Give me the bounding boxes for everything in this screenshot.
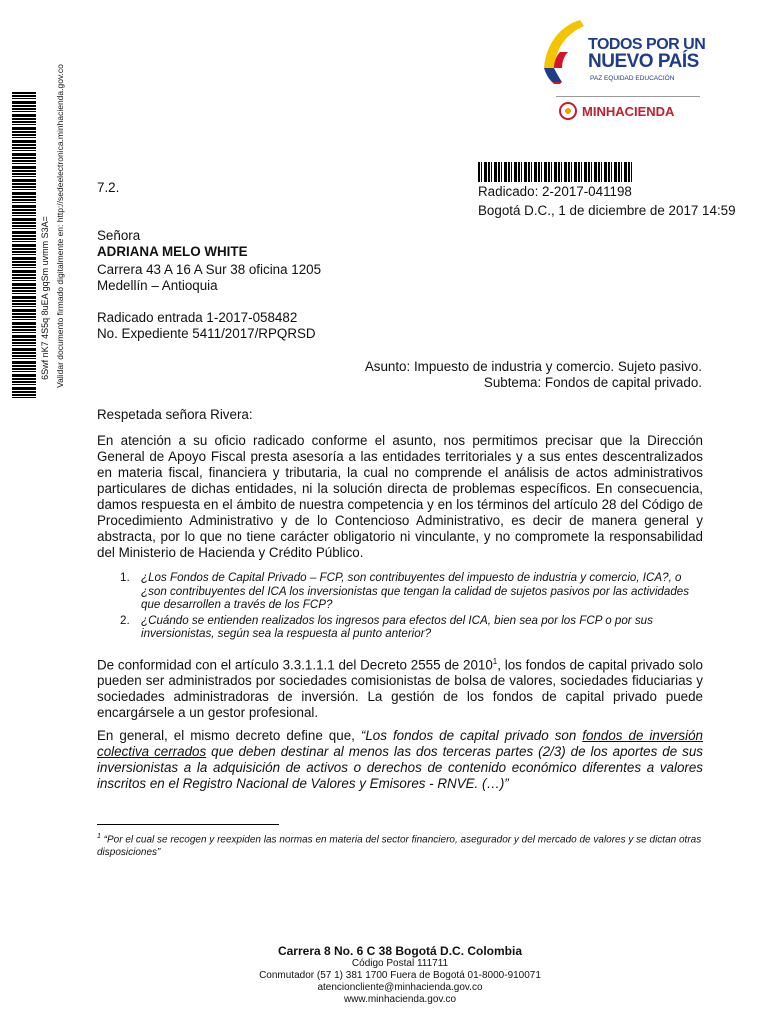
validation-url: Validar documento firmado digitalmente en: http://sedeelectronica.minhacienda.gov.co <box>55 64 65 388</box>
question-text: ¿Los Fondos de Capital Privado – FCP, son contribuyentes del impuesto de industria y comercio, ICA?, o ¿son contribuyentes del ICA los inversionistas que tengan la calidad de sujetos pasivos por las actividades que desarrollen a través de los FCP? <box>141 571 690 611</box>
paragraph-3-intro: En general, el mismo decreto define que, <box>97 728 361 743</box>
question-number: 2. <box>120 613 130 627</box>
paragraph-2-rest: , los fondos de capital privado solo pueden ser administrados por sociedades comisionistas de bolsa de valores, sociedades fiduciarias y sociedades administradoras de inversión. La gestión de los fondos de capital privado puede encargársele a un gestor profesional. <box>97 657 704 721</box>
logo-divider <box>556 96 700 97</box>
verification-code: 6Swf nK7 4S5q 8uEA gqSm uvmm S3A= <box>40 216 50 380</box>
recipient-address-1: Carrera 43 A 16 A Sur 38 oficina 1205 <box>97 262 322 277</box>
quote-end: que deben destinar al menos las dos terceras partes (2/3) de los aportes de sus inversionistas a la adquisición de activos o derechos de contenido económico diferentes a valores inscritos en el Registro Nacional de Valores y Emisores - RNVE. (…)” <box>97 744 703 791</box>
questions-list <box>120 571 703 641</box>
footer-email[interactable]: atencioncliente@minhacienda.gov.co <box>317 982 483 993</box>
document-code: 7.2. <box>97 180 120 195</box>
footnote-ref: 1 <box>492 657 498 666</box>
recipient-address-2: Medellín – Antioquia <box>97 278 218 293</box>
radicado-number: Radicado: 2-2017-041198 <box>478 184 632 199</box>
paragraph-2-start: De conformidad con el artículo 3.3.1.1.1 del Decreto 2555 de 2010 <box>97 657 493 673</box>
salutation: Señora <box>97 228 141 243</box>
footnote-text: “Por el cual se recogen y reexpiden las normas en materia del sector financiero, asegurador y del mercado de valores y se dictan otras disposiciones” <box>97 834 702 859</box>
logo-tagline: PAZ EQUIDAD EDUCACIÓN <box>590 75 675 82</box>
footnote-separator <box>97 824 279 825</box>
radicado-entrada: Radicado entrada 1-2017-058482 <box>97 310 298 325</box>
footer-postal: Código Postal 111711 <box>351 958 449 969</box>
paragraph-2 <box>97 654 703 721</box>
footnote <box>97 830 703 859</box>
subject-asunto: Asunto: Impuesto de industria y comercio. Sujeto pasivo. <box>364 359 702 374</box>
paragraph-1: En atención a su oficio radicado conforme el asunto, nos permitimos precisar que la Dirección General de Apoyo Fiscal presta asesoría a las entidades territoriales y a sus entes descentralizados en materia fiscal, financiera y tributaria, la cual no comprende el análisis de actos administrativos particulares de dichas entidades, ni la solución directa de problemas específicos. En consecuencia, damos respuesta en el ámbito de nuestra competencia y en los términos del artículo 28 del Código de Procedimiento Administrativo y de lo Contencioso Administrativo, es decir de manera general y abstracta, por lo que no tiene carácter obligatorio ni vinculante, y no compromete la responsabilidad del Ministerio de Hacienda y Crédito Público. <box>97 433 703 560</box>
expediente-number: No. Expediente 5411/2017/RPQRSD <box>97 326 316 341</box>
recipient-name: ADRIANA MELO WHITE <box>97 244 248 259</box>
footer-phones: Conmutador (57 1) 381 1700 Fuera de Bogotá 01-8000-910071 <box>259 970 541 981</box>
logo-line-2: NUEVO PAÍS <box>588 51 699 72</box>
question-text: ¿Cuándo se entienden realizados los ingresos para efectos del ICA, bien sea por los FCP o por sus inversionistas, según sea la respuesta al punto anterior? <box>141 613 653 640</box>
ministry-name: MINHACIENDA <box>582 104 675 119</box>
letter-date: Bogotá D.C., 1 de diciembre de 2017 14:59 <box>478 203 736 218</box>
paragraph-3 <box>97 728 703 792</box>
ministry-seal-icon <box>559 102 577 120</box>
subject-subtema: Subtema: Fondos de capital privado. <box>483 375 702 390</box>
quote-underlined: fondos de inversión colectiva cerrados <box>97 728 703 759</box>
question-item <box>120 571 703 612</box>
government-logo <box>540 18 706 88</box>
flag-swoosh-icon <box>540 18 590 84</box>
radicado-barcode <box>478 162 634 182</box>
question-item <box>120 614 703 641</box>
vertical-barcode <box>12 92 36 398</box>
greeting: Respetada señora Rivera: <box>97 407 253 422</box>
question-number: 1. <box>120 571 130 584</box>
footer-address: Carrera 8 No. 6 C 38 Bogotá D.C. Colombia <box>277 944 523 958</box>
footnote-number: 1 <box>97 833 101 840</box>
logo-line-1: TODOS POR UN <box>588 36 706 53</box>
footer-website[interactable]: www.minhacienda.gov.co <box>343 994 457 1005</box>
quote-start: “Los fondos de capital privado son <box>360 728 583 743</box>
